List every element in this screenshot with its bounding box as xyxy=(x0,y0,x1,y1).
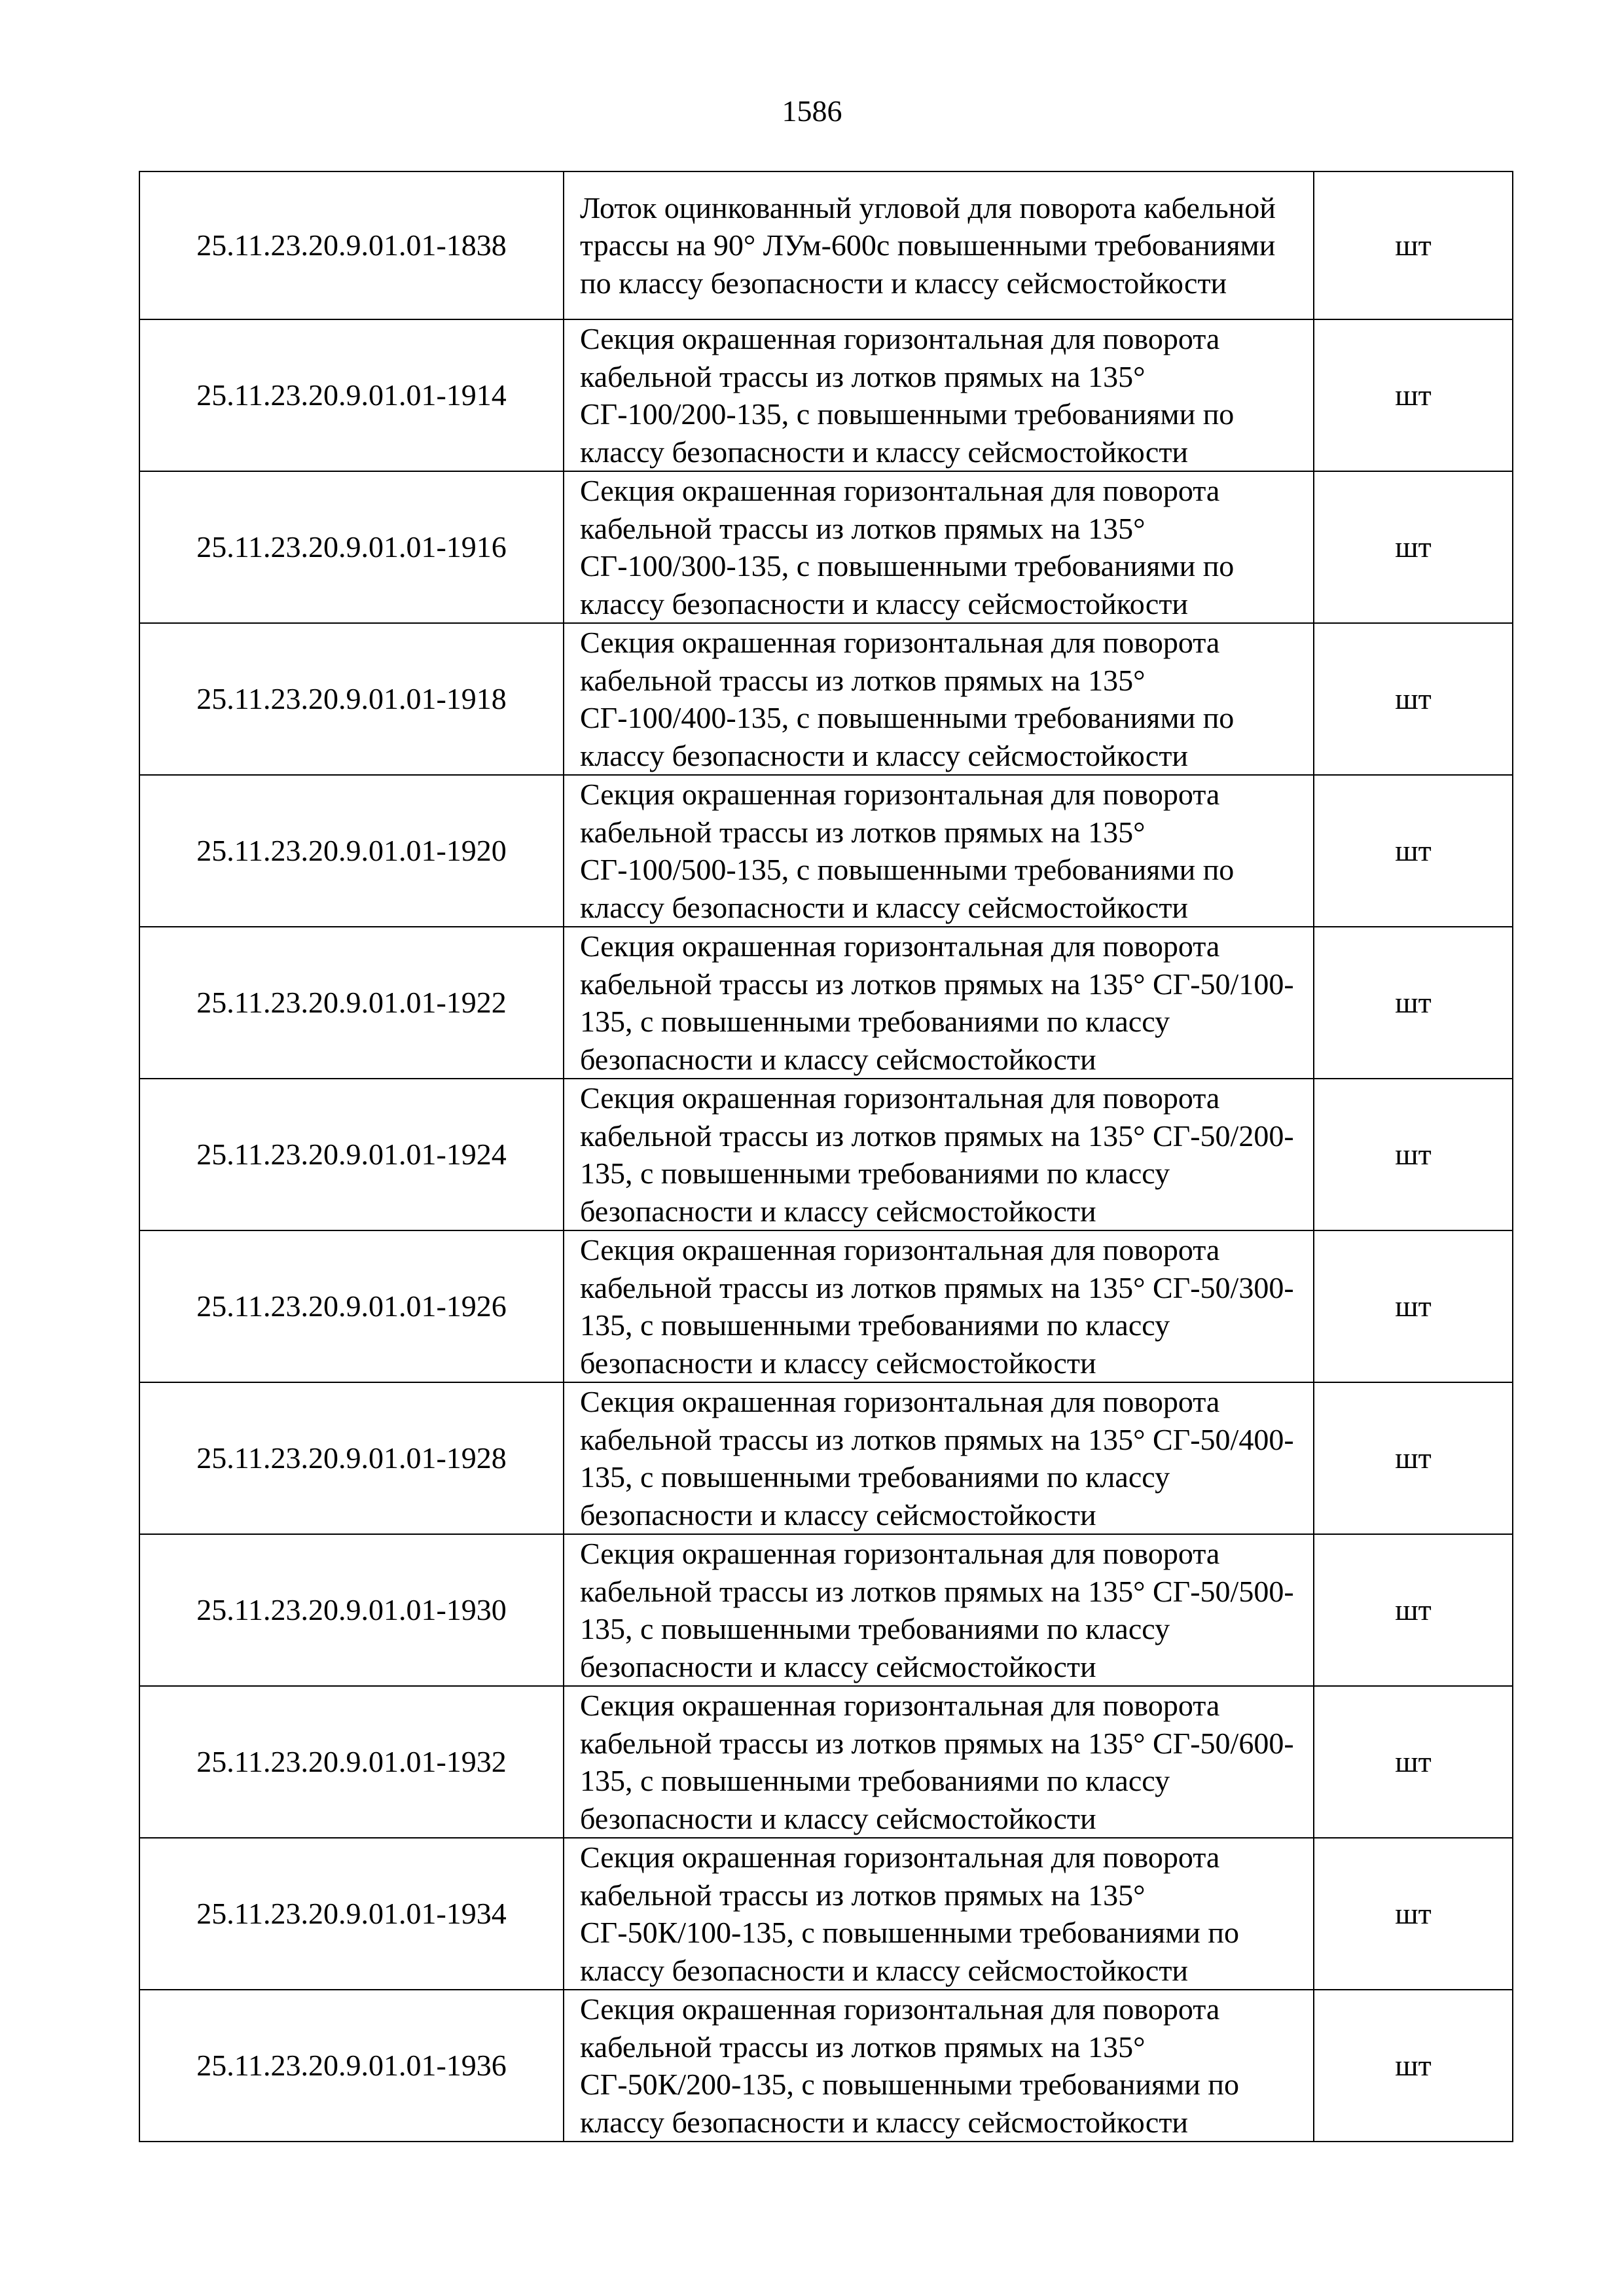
resource-description-cell: Секция окрашенная горизонтальная для поворота кабельной трассы из лотков прямых на 135° СГ-50/400-135, с повышенными требованиями по классу безопасности и классу сейсмостойкости xyxy=(564,1382,1314,1534)
unit-of-measure-cell: шт xyxy=(1314,1990,1513,2142)
resource-code-cell: 25.11.23.20.9.01.01-1930 xyxy=(139,1534,564,1686)
unit-of-measure-cell: шт xyxy=(1314,775,1513,927)
table-row xyxy=(139,1686,1513,1838)
resource-description-cell: Секция окрашенная горизонтальная для поворота кабельной трассы из лотков прямых на 135° СГ-50/300-135, с повышенными требованиями по классу безопасности и классу сейсмостойкости xyxy=(564,1230,1314,1382)
resource-description-cell: Секция окрашенная горизонтальная для поворота кабельной трассы из лотков прямых на 135° СГ-50/100-135, с повышенными требованиями по классу безопасности и классу сейсмостойкости xyxy=(564,927,1314,1079)
unit-of-measure-cell: шт xyxy=(1314,1686,1513,1838)
resource-code-cell: 25.11.23.20.9.01.01-1924 xyxy=(139,1079,564,1230)
resource-description-cell: Секция окрашенная горизонтальная для поворота кабельной трассы из лотков прямых на 135° СГ-100/300-135, с повышенными требованиями по классу безопасности и классу сейсмостойкости xyxy=(564,471,1314,623)
unit-of-measure-cell: шт xyxy=(1314,623,1513,775)
table-row xyxy=(139,471,1513,623)
resource-code-cell: 25.11.23.20.9.01.01-1922 xyxy=(139,927,564,1079)
resource-classifier-table xyxy=(139,171,1513,2142)
table-row xyxy=(139,1079,1513,1230)
table-row xyxy=(139,1382,1513,1534)
resource-code-cell: 25.11.23.20.9.01.01-1932 xyxy=(139,1686,564,1838)
resource-code-cell: 25.11.23.20.9.01.01-1928 xyxy=(139,1382,564,1534)
unit-of-measure-cell: шт xyxy=(1314,1079,1513,1230)
unit-of-measure-cell: шт xyxy=(1314,1382,1513,1534)
unit-of-measure-cell: шт xyxy=(1314,319,1513,471)
unit-of-measure-cell: шт xyxy=(1314,1230,1513,1382)
resource-code-cell: 25.11.23.20.9.01.01-1918 xyxy=(139,623,564,775)
resource-code-cell: 25.11.23.20.9.01.01-1916 xyxy=(139,471,564,623)
resource-description-cell: Секция окрашенная горизонтальная для поворота кабельной трассы из лотков прямых на 135° СГ-50/600-135, с повышенными требованиями по классу безопасности и классу сейсмостойкости xyxy=(564,1686,1314,1838)
unit-of-measure-cell: шт xyxy=(1314,171,1513,319)
resource-description-cell: Секция окрашенная горизонтальная для поворота кабельной трассы из лотков прямых на 135° СГ-50/200-135, с повышенными требованиями по классу безопасности и классу сейсмостойкости xyxy=(564,1079,1314,1230)
resource-code-cell: 25.11.23.20.9.01.01-1926 xyxy=(139,1230,564,1382)
resource-code-cell: 25.11.23.20.9.01.01-1920 xyxy=(139,775,564,927)
resource-code-cell: 25.11.23.20.9.01.01-1914 xyxy=(139,319,564,471)
table-row xyxy=(139,1230,1513,1382)
resource-description-cell: Лоток оцинкованный угловой для поворота кабельной трассы на 90° ЛУм-600с повышенными требованиями по классу безопасности и классу сейсмостойкости xyxy=(564,171,1314,319)
table-row xyxy=(139,623,1513,775)
resource-code-cell: 25.11.23.20.9.01.01-1838 xyxy=(139,171,564,319)
table-row xyxy=(139,1534,1513,1686)
table-row xyxy=(139,775,1513,927)
table-row xyxy=(139,927,1513,1079)
table-row xyxy=(139,319,1513,471)
resource-description-cell: Секция окрашенная горизонтальная для поворота кабельной трассы из лотков прямых на 135° СГ-50К/100-135, с повышенными требованиями по классу безопасности и классу сейсмостойкости xyxy=(564,1838,1314,1990)
unit-of-measure-cell: шт xyxy=(1314,927,1513,1079)
unit-of-measure-cell: шт xyxy=(1314,471,1513,623)
resource-description-cell: Секция окрашенная горизонтальная для поворота кабельной трассы из лотков прямых на 135° СГ-50/500-135, с повышенными требованиями по классу безопасности и классу сейсмостойкости xyxy=(564,1534,1314,1686)
unit-of-measure-cell: шт xyxy=(1314,1534,1513,1686)
resource-code-cell: 25.11.23.20.9.01.01-1936 xyxy=(139,1990,564,2142)
unit-of-measure-cell: шт xyxy=(1314,1838,1513,1990)
page-number: 1586 xyxy=(782,94,842,128)
table-row xyxy=(139,1990,1513,2142)
resource-description-cell: Секция окрашенная горизонтальная для поворота кабельной трассы из лотков прямых на 135° СГ-100/200-135, с повышенными требованиями по классу безопасности и классу сейсмостойкости xyxy=(564,319,1314,471)
resource-description-cell: Секция окрашенная горизонтальная для поворота кабельной трассы из лотков прямых на 135° СГ-100/400-135, с повышенными требованиями по классу безопасности и классу сейсмостойкости xyxy=(564,623,1314,775)
table-row xyxy=(139,171,1513,319)
resource-description-cell: Секция окрашенная горизонтальная для поворота кабельной трассы из лотков прямых на 135° СГ-50К/200-135, с повышенными требованиями по классу безопасности и классу сейсмостойкости xyxy=(564,1990,1314,2142)
resource-description-cell: Секция окрашенная горизонтальная для поворота кабельной трассы из лотков прямых на 135° СГ-100/500-135, с повышенными требованиями по классу безопасности и классу сейсмостойкости xyxy=(564,775,1314,927)
table-row xyxy=(139,1838,1513,1990)
resource-code-cell: 25.11.23.20.9.01.01-1934 xyxy=(139,1838,564,1990)
